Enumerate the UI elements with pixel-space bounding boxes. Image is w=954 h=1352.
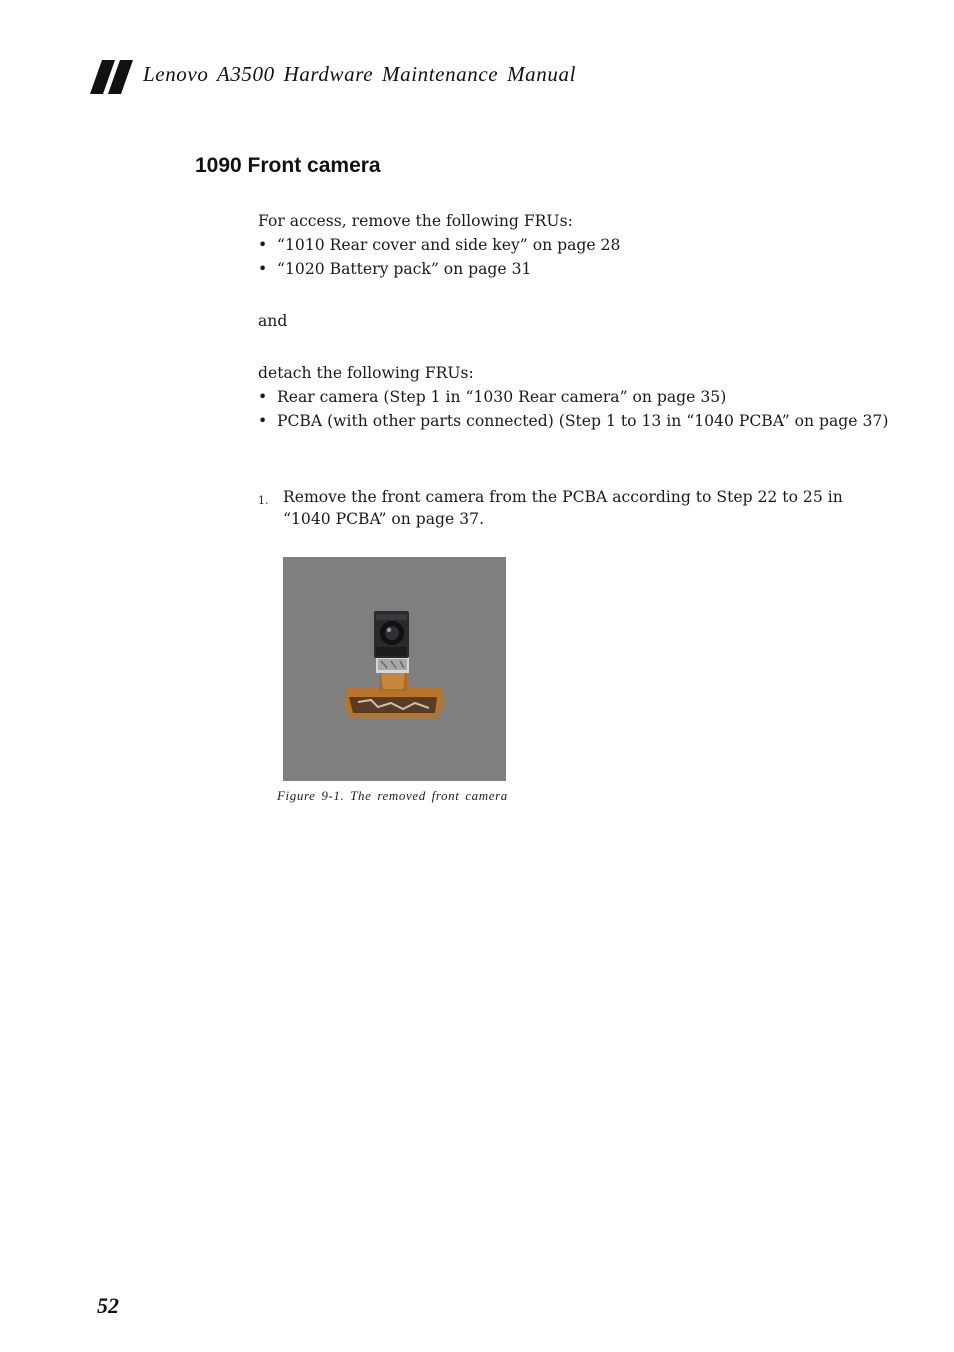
front-camera-figure (283, 557, 506, 781)
access-fru-list (258, 233, 620, 281)
page-number: 52 (97, 1293, 119, 1318)
figure-caption: Figure 9-1. The removed front camera (277, 788, 508, 803)
manual-title: Lenovo A3500 Hardware Maintenance Manual (143, 62, 577, 86)
list-item (258, 257, 620, 281)
connector-text: and (258, 312, 288, 330)
list-item (258, 409, 888, 433)
bullet-icon: • (258, 260, 268, 278)
access-item-text: “1020 Battery pack” on page 31 (277, 260, 532, 278)
detach-item-text: PCBA (with other parts connected) (Step 1 to 13 in “1040 PCBA” on page 37) (277, 412, 889, 430)
access-item-text: “1010 Rear cover and side key” on page 28 (277, 236, 621, 254)
list-item (258, 233, 620, 257)
front-camera-illustration (283, 557, 506, 781)
detach-item-text: Rear camera (Step 1 in “1030 Rear camera” on page 35) (277, 388, 727, 406)
step-text: Remove the front camera from the PCBA according to Step 22 to 25 in “1040 PCBA” on page 37. (283, 488, 843, 528)
header-slash-logo (90, 60, 136, 94)
list-item (258, 385, 888, 409)
bullet-icon: • (258, 236, 268, 254)
bullet-icon: • (258, 388, 268, 406)
detach-fru-list (258, 385, 888, 433)
step-number: 1. (258, 494, 269, 507)
section-title: 1090 Front camera (195, 154, 381, 177)
access-intro: For access, remove the following FRUs: (258, 212, 573, 230)
bullet-icon: • (258, 412, 268, 430)
detach-intro: detach the following FRUs: (258, 364, 474, 382)
